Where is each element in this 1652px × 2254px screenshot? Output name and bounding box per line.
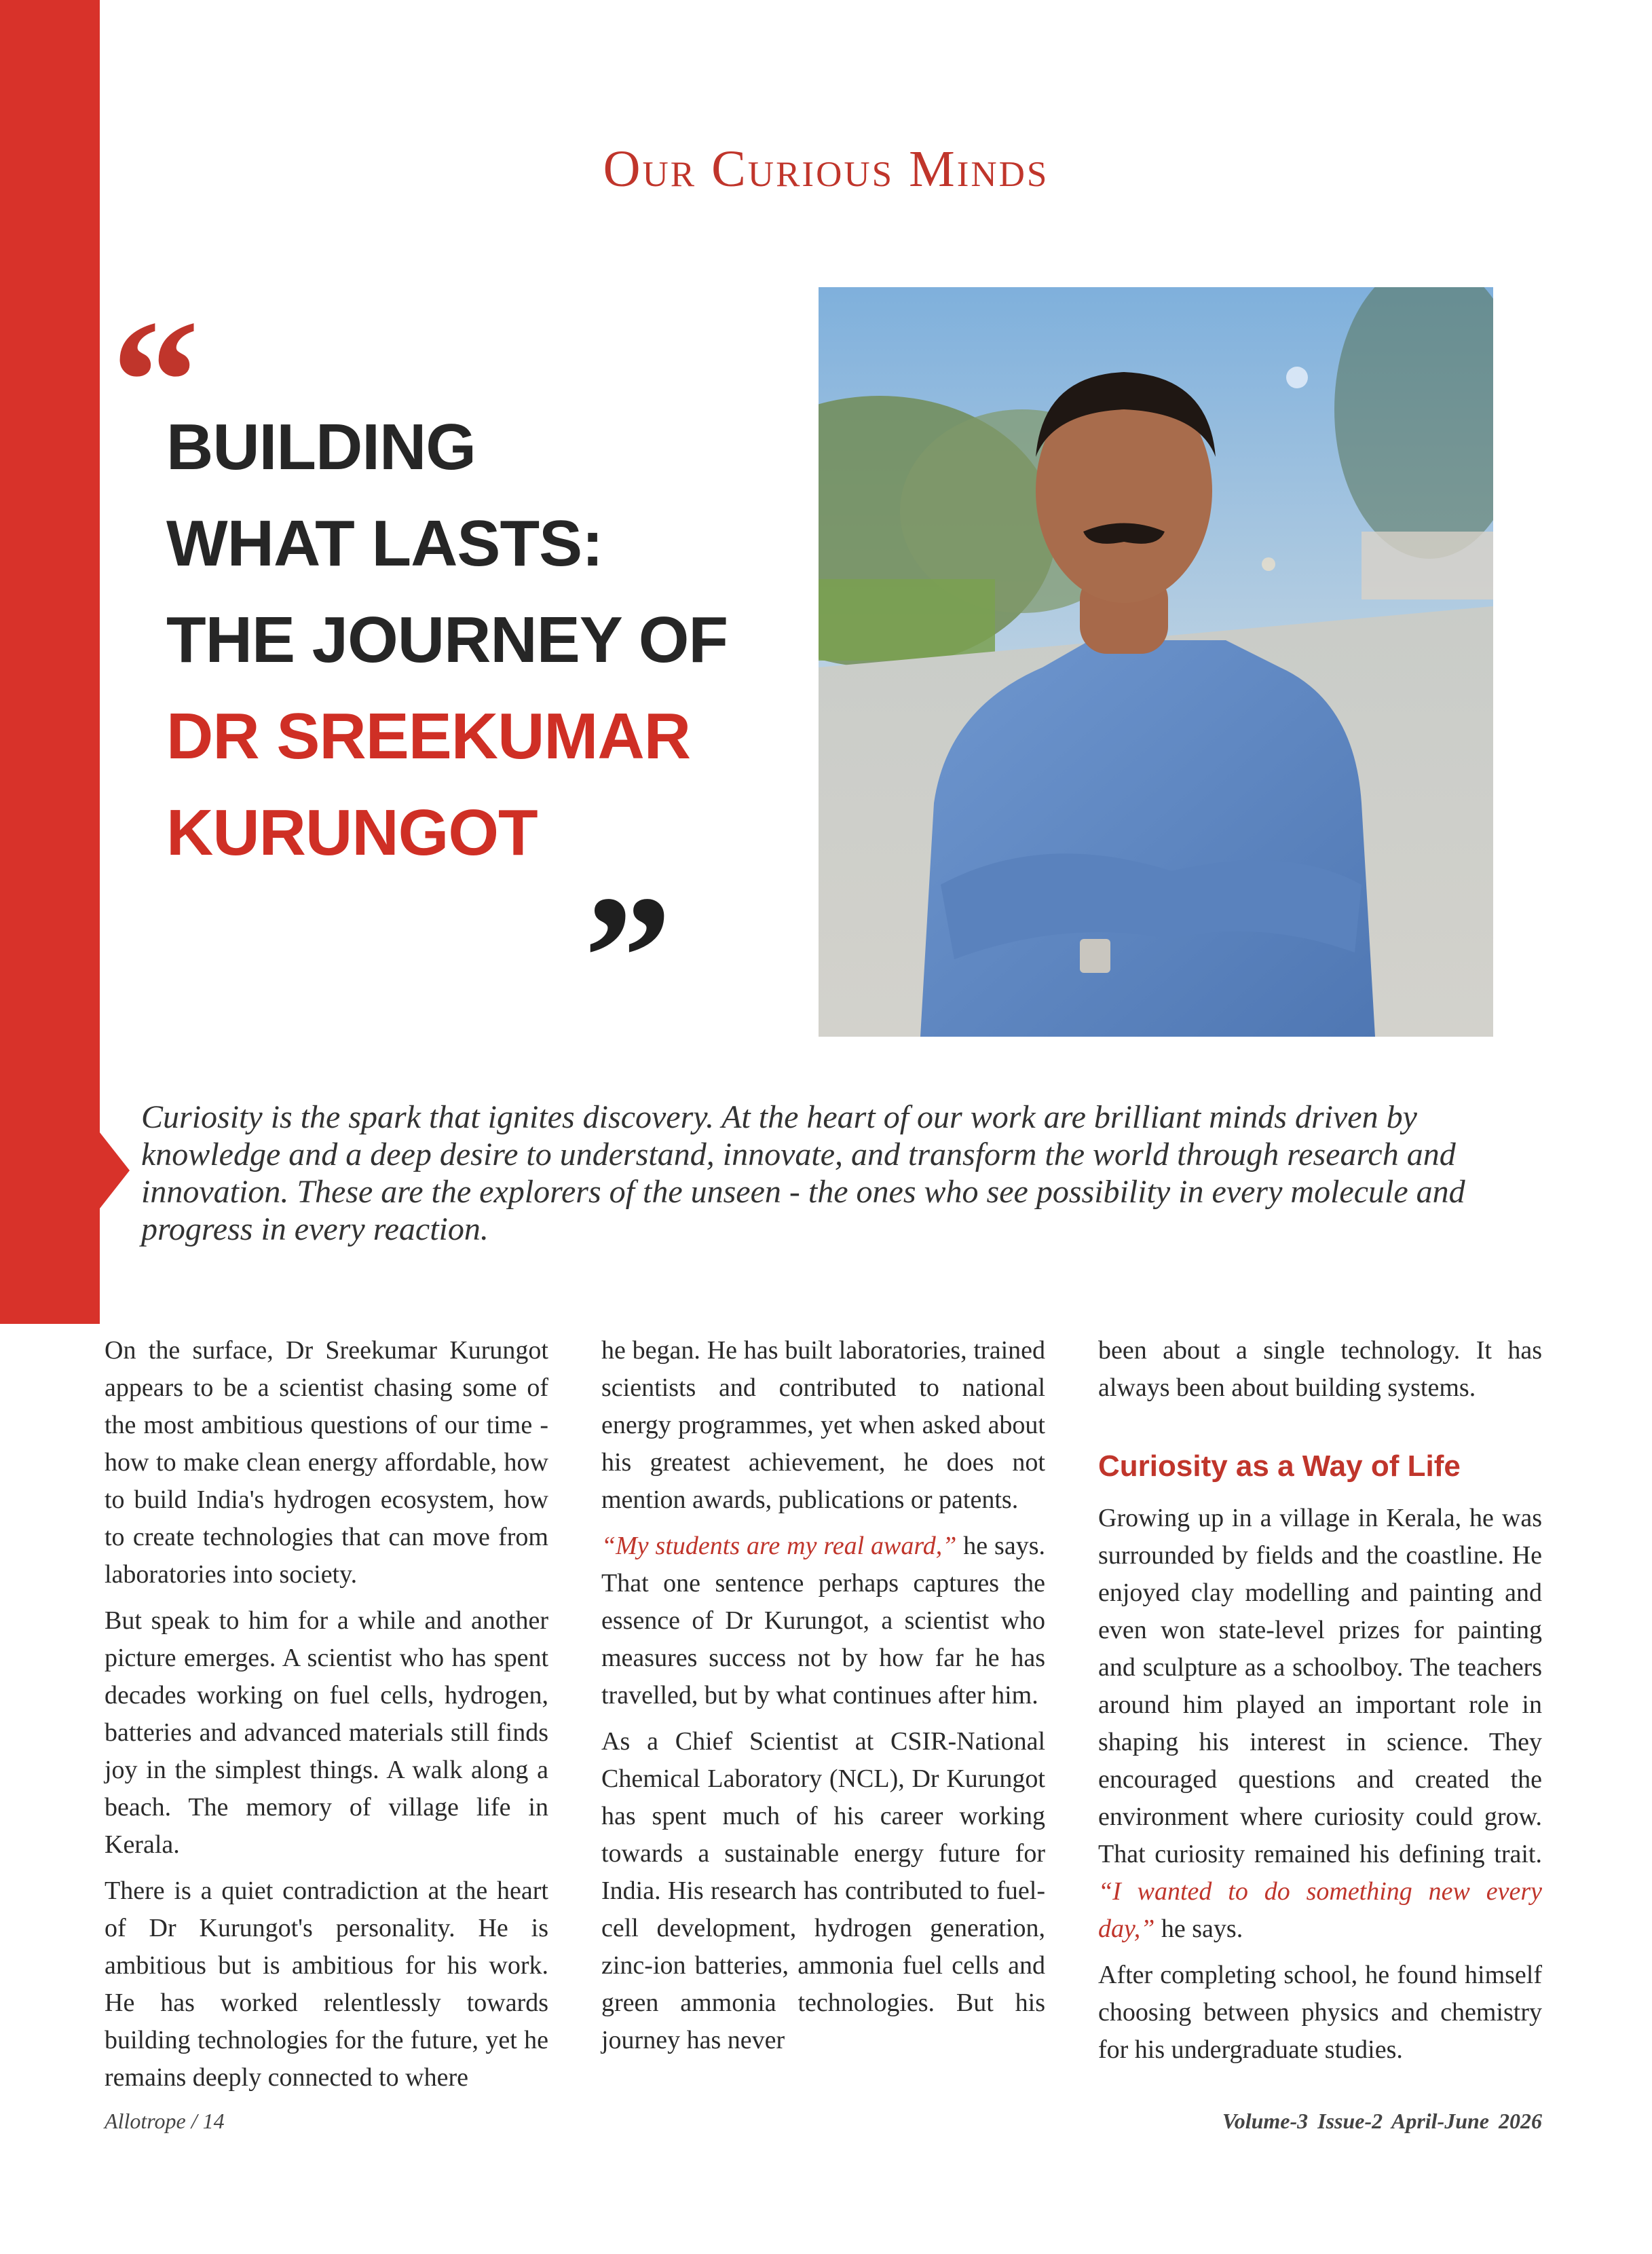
col3-paragraph-3: After completing school, he found himself choosing between physics and chemistry for his undergraduate studies. [1098,1961,1542,2064]
footer-page-label: Allotrope / 14 [105,2109,225,2133]
col2-paragraph-2 [601,1528,1045,1714]
red-pointer-arrow [100,1132,130,1208]
intro-paragraph: Curiosity is the spark that ignites discovery. At the heart of our work are brilliant minds driven by knowledge and a deep desire to understand, innovate, and transform the world through research and innovation. These are the explorers of the unseen - the ones who see possibility in every molecule and progress in every reaction. [141,1099,1465,1247]
portrait-photo [819,287,1493,1037]
col3-paragraph-2-text: Growing up in a village in Kerala, he was surrounded by fields and the coastline. He enjoyed clay modelling and painting and even won state-level prizes for painting and sculpture as a schoolboy. The teachers around him played an important role in shaping his interest in science. They encouraged questions and created the environment where curiosity could grow. That curiosity remained his defining trait. [1098,1504,1542,1868]
col2-paragraph-2-text: he says. That one sentence perhaps captures the essence of Dr Kurungot, a scientist who measures success not by how far he has travelled, but by what continues after him. [601,1532,1045,1710]
col3-paragraph-2-end: he says. [1154,1915,1243,1943]
open-quote-mark: “ [111,284,200,479]
headline-line-1: BUILDING [166,411,476,483]
article-column-2 [601,1332,1045,2068]
article-column-3 [1098,1332,1542,2077]
close-quote-mark: ” [584,860,672,1055]
col1-paragraph-3: There is a quiet contradiction at the heart of Dr Kurungot's personality. He is ambitious but is ambitious for his work. He has worked relentlessly towards building technologies for the future, yet he remains deeply connected to where [105,1877,548,2092]
col2-paragraph-3: As a Chief Scientist at CSIR-National Chemical Laboratory (NCL), Dr Kurungot has spent much of his career working towards a sustainable energy future for India. His research has contributed to fuel-cell development, hydrogen generation, zinc-ion batteries, ammonia fuel cells and green ammonia technologies. But his journey has never [601,1727,1045,2054]
col3-paragraph-1: been about a single technology. It has always been about building systems. [1098,1336,1542,1402]
col1-paragraph-2: But speak to him for a while and another picture emerges. A scientist who has spent decades working on fuel cells, hydrogen, batteries and advanced materials still finds joy in the simplest things. A walk along a beach. The memory of village life in Kerala. [105,1606,548,1859]
col3-paragraph-2 [1098,1500,1542,1948]
footer-issue-label: Volume-3 Issue-2 April-June 2026 [1222,2109,1542,2133]
headline-line-2: WHAT LASTS: [166,507,603,580]
new-every-day-quote: “I wanted to do something new every day,” [1098,1877,1542,1943]
col1-paragraph-1: On the surface, Dr Sreekumar Kurungot appears to be a scientist chasing some of the most ambitious questions of our time - how to make clean energy affordable, how to build India's hydrogen ecosystem, how to create technologies that can move from laboratories into society. [105,1336,548,1589]
headline-line-5: KURUNGOT [166,796,538,869]
section-kicker: Our Curious Minds [603,141,1049,198]
section-subheading: Curiosity as a Way of Life [1098,1449,1461,1483]
article-column-1 [105,1332,548,2105]
article-headline [166,399,728,881]
student-award-quote: “My students are my real award,” [601,1532,957,1560]
headline-line-3: THE JOURNEY OF [166,604,728,676]
col2-paragraph-1: he began. He has built laboratories, trained scientists and contributed to national energy programmes, yet when asked about his greatest achievement, he does not mention awards, publications or patents. [601,1336,1045,1514]
headline-line-4: DR SREEKUMAR [166,700,691,773]
